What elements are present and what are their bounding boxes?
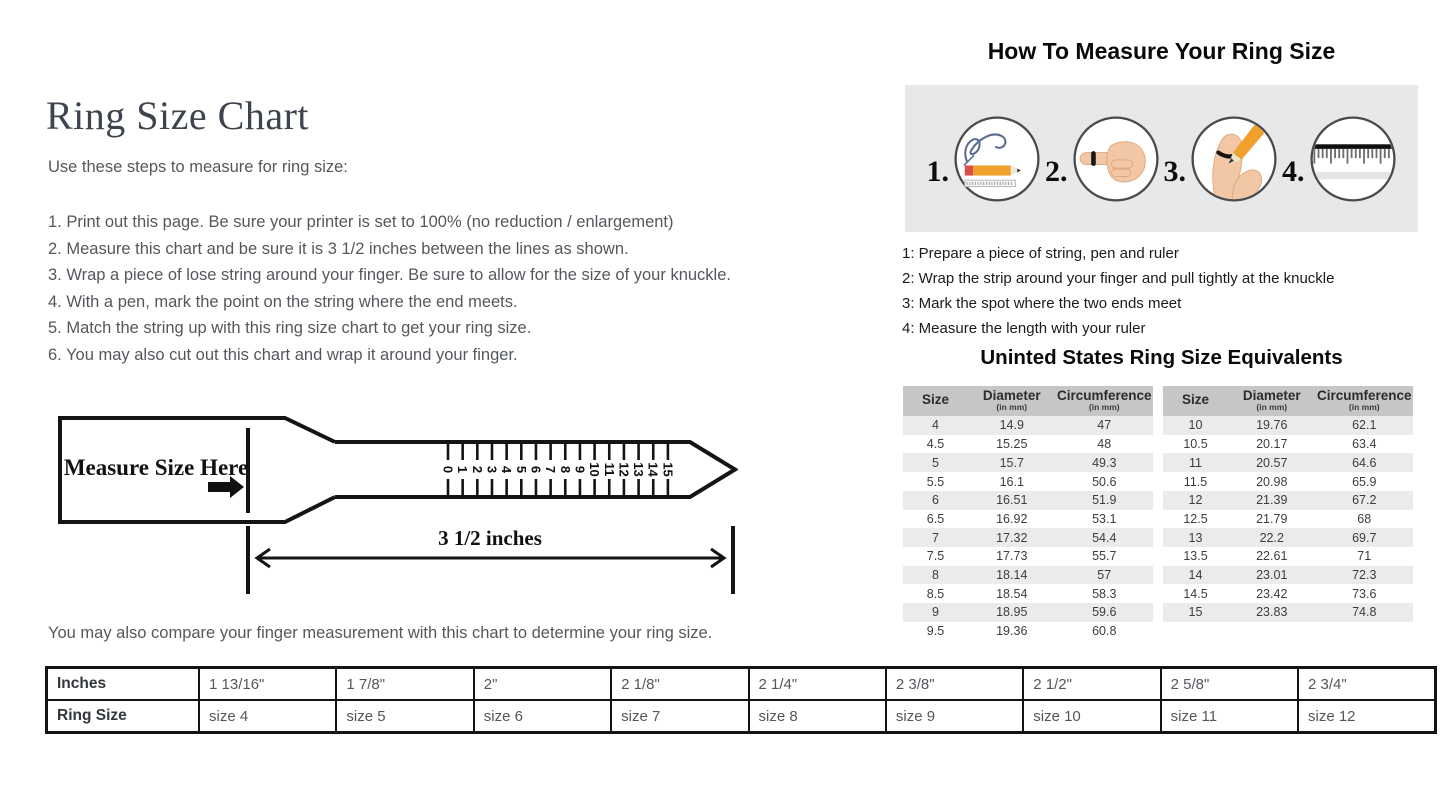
table-cell: 19.76: [1256, 418, 1288, 433]
ring-size-row: [47, 700, 1436, 733]
instruction-step: 2. Measure this chart and be sure it is 3 1/2 inches between the lines as shown.: [48, 239, 629, 258]
table-cell: [1228, 622, 1316, 641]
table-cell: size 11: [1161, 700, 1298, 733]
illustration-step-1: [925, 113, 1044, 205]
table-cell: 47: [1097, 418, 1112, 433]
finger-with-string-icon: [1070, 113, 1162, 205]
table-cell: 55.7: [1092, 549, 1117, 564]
table-cell: 53.1: [1092, 511, 1117, 526]
table-row: [1163, 566, 1413, 585]
page-title: Ring Size Chart: [46, 93, 310, 138]
table-cell: 19.36: [996, 624, 1028, 638]
step-number: 2.: [1045, 154, 1068, 188]
table-cell: 11: [1189, 455, 1202, 470]
table-cell: 8.5: [926, 586, 945, 601]
table-cell: 17.73: [996, 549, 1028, 564]
table-cell: 22.61: [1256, 549, 1288, 564]
illustration-step-2: [1043, 113, 1162, 205]
table-cell: 73.6: [1352, 586, 1377, 601]
table-row: [903, 603, 1153, 622]
instruction-step: 1. Print out this page. Be sure your printer is set to 100% (no reduction / enlargement): [48, 213, 674, 231]
table-cell: 21.79: [1256, 511, 1288, 526]
measure-instruction: 2: Wrap the strip around your finger and pull tightly at the knuckle: [902, 270, 1335, 287]
ring-sizer-diagram: [58, 416, 738, 598]
tick-number: 13: [631, 462, 647, 477]
table-cell: size 4: [199, 700, 336, 733]
tick-number: 8: [557, 465, 573, 474]
tick-number: 10: [587, 462, 603, 477]
table-cell: 68: [1357, 511, 1372, 526]
table-cell: size 6: [474, 700, 611, 733]
tick-number: 12: [616, 462, 632, 477]
col-header-size: Size: [1163, 386, 1228, 416]
table-cell: 15.25: [996, 437, 1028, 452]
tick-number: 15: [660, 462, 676, 477]
table-cell: 1 7/8": [336, 668, 473, 701]
table-cell: 48: [1097, 437, 1112, 452]
table-cell: 7: [932, 530, 939, 545]
col-header-diameter: Diameter (in mm): [968, 386, 1056, 416]
table-cell: 4.5: [926, 437, 945, 452]
compare-note: You may also compare your finger measurement with this chart to determine your ring size.: [48, 624, 713, 642]
table-cell: 57: [1097, 567, 1112, 582]
table-cell: 63.4: [1352, 437, 1377, 452]
dimension-arrow: [257, 549, 724, 567]
table-cell: 15.7: [999, 455, 1024, 470]
table-cell: 18.95: [996, 605, 1028, 620]
table-row: [1163, 528, 1413, 547]
mark-knuckle-pencil-icon: [1188, 113, 1280, 205]
table-cell: 60.8: [1092, 624, 1117, 638]
table-cell: 12: [1188, 493, 1203, 508]
table-cell: 20.57: [1256, 455, 1288, 470]
table-row: [1163, 491, 1413, 510]
table-cell: 71: [1357, 549, 1372, 564]
howto-title: How To Measure Your Ring Size: [987, 38, 1336, 64]
tick-number: 14: [645, 462, 661, 477]
table-cell: 15: [1188, 605, 1203, 620]
table-cell: 12.5: [1183, 511, 1208, 526]
table-cell: 64.6: [1352, 455, 1377, 470]
table-cell: 2 1/4": [749, 668, 886, 701]
table-cell: 2": [474, 668, 611, 701]
table-cell: size 7: [611, 700, 748, 733]
table-cell: 54.4: [1092, 530, 1117, 545]
tick-number: 0: [440, 465, 456, 474]
table-cell: 13.5: [1183, 549, 1208, 564]
table-row: [903, 510, 1153, 529]
row-label: Inches: [47, 668, 200, 701]
table-cell: 74.8: [1352, 605, 1377, 620]
table-cell: 69.7: [1352, 530, 1377, 545]
table-cell: 16.92: [996, 511, 1028, 526]
col-header-circumference: Circumference (in mm): [1316, 386, 1414, 416]
instruction-step: 3. Wrap a piece of lose string around your finger. Be sure to allow for the size of your knuckle.: [48, 266, 731, 285]
size-table-left: [903, 386, 1153, 640]
table-cell: 20.17: [1256, 437, 1288, 452]
table-cell: 14.9: [999, 418, 1024, 433]
table-cell: size 8: [749, 700, 886, 733]
illustration-step-3: [1162, 113, 1281, 205]
instruction-step: 5. Match the string up with this ring size chart to get your ring size.: [48, 319, 532, 338]
table-cell: 14.5: [1183, 586, 1208, 601]
measure-instruction: 1: Prepare a piece of string, pen and ruler: [902, 245, 1179, 262]
intro-text: Use these steps to measure for ring size:: [48, 158, 348, 176]
table-row: [903, 584, 1153, 603]
table-cell: 2 3/4": [1298, 668, 1436, 701]
tick-number: 4: [499, 465, 515, 474]
table-cell: 1 13/16": [199, 668, 336, 701]
table-cell: 49.3: [1092, 455, 1117, 470]
table-cell: 6.5: [926, 511, 945, 526]
steps-list: [48, 209, 731, 369]
inches-row: [47, 668, 1436, 701]
step-number: 4.: [1282, 154, 1305, 188]
table-cell: 72.3: [1352, 567, 1377, 582]
col-header-size: Size: [903, 386, 968, 416]
table-header-row: [1163, 386, 1413, 416]
table-cell: 2 1/8": [611, 668, 748, 701]
table-row: [1163, 453, 1413, 472]
table-cell: 67.2: [1352, 493, 1377, 508]
table-cell: 11.5: [1183, 474, 1208, 489]
table-row: [1163, 603, 1413, 622]
table-cell: 2 1/2": [1023, 668, 1160, 701]
size-table-right: [1163, 386, 1413, 640]
tick-number: 5: [513, 465, 529, 474]
ruler-icon: [1307, 113, 1399, 205]
tick-number: 1: [455, 465, 471, 474]
table-cell: 9.5: [926, 624, 945, 638]
table-cell: 22.2: [1259, 530, 1284, 545]
table-row: [1163, 472, 1413, 491]
table-cell: 65.9: [1352, 474, 1377, 489]
tick-number: 2: [469, 465, 485, 474]
table-row: [1163, 547, 1413, 566]
inches-to-ring-size-table: [45, 666, 1437, 734]
howto-illustration-box: [905, 85, 1418, 232]
table-cell: [1163, 622, 1228, 641]
table-cell: 14: [1188, 567, 1203, 582]
equivalents-title: Uninted States Ring Size Equivalents: [980, 346, 1343, 369]
tick-number: 11: [601, 462, 617, 477]
table-cell: 18.14: [996, 567, 1028, 582]
instruction-step: 6. You may also cut out this chart and wrap it around your finger.: [48, 345, 518, 364]
table-row: [903, 566, 1153, 585]
dimension-label: 3 1/2 inches: [438, 526, 542, 550]
table-cell: 4: [932, 418, 939, 433]
string-pen-ruler-icon: [951, 113, 1043, 205]
table-cell: 9: [932, 605, 939, 620]
table-cell: [1316, 622, 1414, 641]
measure-size-here-label: Measure Size Here: [63, 455, 249, 480]
table-row: [903, 491, 1153, 510]
table-cell: 16.1: [999, 474, 1024, 489]
table-cell: 51.9: [1092, 493, 1117, 508]
table-row: [1163, 435, 1413, 454]
table-row: [1163, 584, 1413, 603]
table-cell: size 9: [886, 700, 1023, 733]
table-cell: 2 3/8": [886, 668, 1023, 701]
table-cell: 13: [1188, 530, 1203, 545]
table-cell: 16.51: [996, 493, 1028, 508]
table-cell: 7.5: [926, 549, 945, 564]
size-equivalents-tables: [903, 386, 1413, 640]
table-cell: 5: [932, 455, 939, 470]
table-cell: 8: [932, 567, 939, 582]
table-row: [903, 472, 1153, 491]
table-row: [1163, 622, 1413, 641]
table-cell: 17.32: [996, 530, 1028, 545]
illustration-step-4: [1280, 113, 1399, 205]
table-cell: 21.39: [1256, 493, 1288, 508]
measuring-instructions: [902, 241, 1334, 341]
table-row: [903, 528, 1153, 547]
step-number: 3.: [1163, 154, 1186, 188]
table-row: [903, 435, 1153, 454]
table-cell: size 12: [1298, 700, 1436, 733]
tick-number: 6: [528, 465, 544, 474]
table-cell: 5.5: [926, 474, 945, 489]
table-cell: size 10: [1023, 700, 1160, 733]
tick-number: 9: [572, 465, 588, 474]
table-cell: 10.5: [1183, 437, 1208, 452]
table-cell: 6: [932, 493, 939, 508]
tick-number: 7: [543, 465, 559, 474]
table-row: [903, 453, 1153, 472]
col-header-diameter: Diameter (in mm): [1228, 386, 1316, 416]
table-row: [903, 622, 1153, 641]
table-row: [1163, 510, 1413, 529]
table-cell: 20.98: [1256, 474, 1288, 489]
sizer-tick-scale: [441, 442, 676, 497]
table-cell: 23.01: [1256, 567, 1288, 582]
table-header-row: [903, 386, 1153, 416]
table-cell: 10: [1188, 418, 1203, 433]
step-number: 1.: [926, 154, 949, 188]
table-cell: 59.6: [1092, 605, 1117, 620]
table-row: [1163, 416, 1413, 435]
table-cell: size 5: [336, 700, 473, 733]
table-row: [903, 416, 1153, 435]
table-cell: 50.6: [1092, 474, 1117, 489]
tick-number: 3: [484, 465, 500, 474]
table-cell: 2 5/8": [1161, 668, 1298, 701]
table-cell: 23.83: [1256, 605, 1288, 620]
measure-instruction: 4: Measure the length with your ruler: [902, 320, 1146, 337]
row-label: Ring Size: [47, 700, 200, 733]
instruction-step: 4. With a pen, mark the point on the string where the end meets.: [48, 292, 518, 311]
table-cell: 62.1: [1352, 418, 1377, 433]
table-cell: 18.54: [996, 586, 1028, 601]
table-cell: 58.3: [1092, 586, 1117, 601]
measure-instruction: 3: Mark the spot where the two ends meet: [902, 295, 1182, 312]
table-row: [903, 547, 1153, 566]
col-header-circumference: Circumference (in mm): [1056, 386, 1154, 416]
table-cell: 23.42: [1256, 586, 1288, 601]
